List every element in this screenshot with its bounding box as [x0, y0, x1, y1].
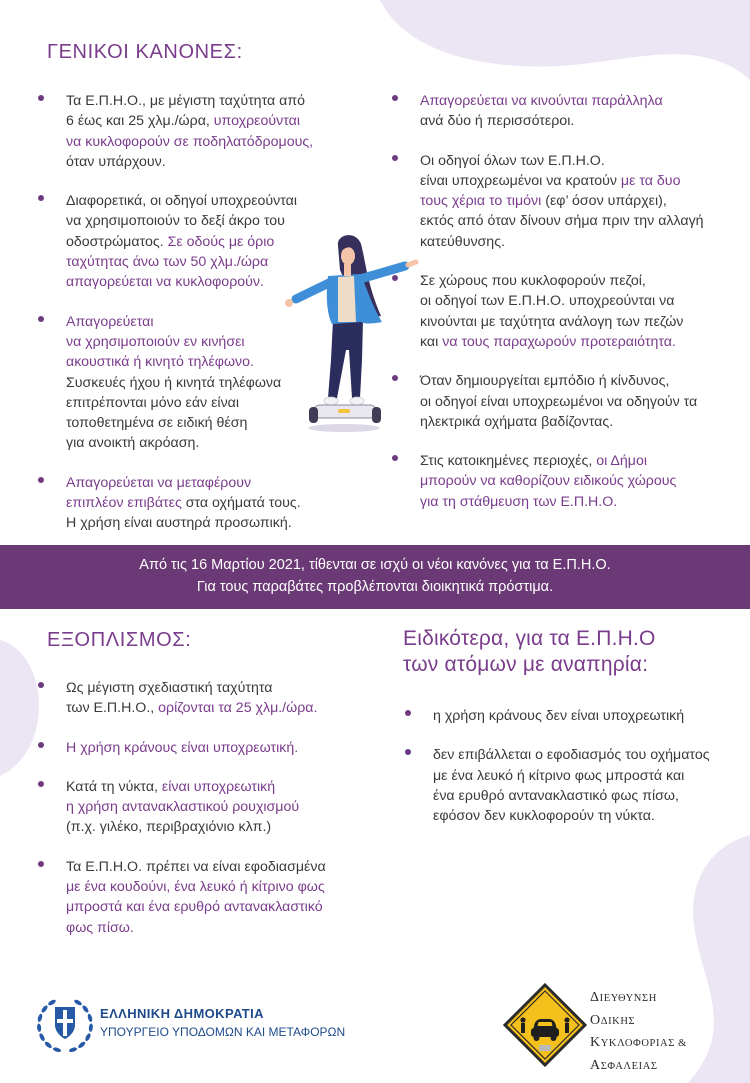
banner-line: Από τις 16 Μαρτίου 2021, τίθενται σε ισχύ οι νέοι κανόνες για τα Ε.Π.Η.Ο. [139, 557, 611, 573]
text-line [66, 918, 326, 938]
text-line [420, 91, 704, 111]
general-rules-title: ΓΕΝΙΚΟΙ ΚΑΝΟΝΕΣ: [47, 41, 243, 63]
highlighted-text: οι Δήμοι [596, 453, 648, 470]
disability-title-line: των ατόμων με αναπηρία: [403, 653, 649, 676]
text-line [420, 492, 704, 512]
department-line: ΑΣΦΑΛΕΙΑΣ [590, 1057, 658, 1073]
text-segment: ανά δύο ή περισσότεροι. [420, 113, 575, 130]
text-line [66, 111, 313, 131]
highlighted-text: να τους παραχωρούν προτεραιότητα. [442, 333, 676, 350]
text-segment: και [420, 333, 443, 350]
text-line [66, 698, 326, 718]
text-segment: για ανοικτή ακρόαση. [66, 435, 200, 452]
banner-line: Για τους παραβάτες προβλέπονται διοικητικά πρόστιμα. [196, 579, 554, 595]
highlighted-text: τους χέρια το τιμόνι [420, 193, 542, 210]
text-line [420, 111, 704, 131]
text-segment: Στις κατοικημένες περιοχές, [420, 453, 597, 470]
text-segment: με ένα λευκό ή κίτρινο φως μπροστά και [433, 767, 685, 784]
rule-item [66, 473, 313, 534]
text-segment: ένα ερυθρό αντανακλαστικό φως πίσω, [433, 787, 679, 804]
text-segment: οι οδηγοί είναι υποχρεωμένοι να οδηγούν τα [420, 393, 698, 410]
text-line [420, 232, 704, 252]
text-segment: είναι υποχρεωμένοι να κρατούν [420, 172, 621, 189]
bullet-dot-icon [405, 710, 411, 716]
rule-item [420, 371, 704, 432]
text-line [433, 766, 710, 786]
text-segment: Τα Ε.Π.Η.Ο., με μέγιστη ταχύτητα από [66, 93, 306, 109]
text-line [66, 493, 313, 513]
equipment-item [66, 738, 326, 758]
highlighted-text: απαγορεύεται να κυκλοφορούν. [66, 274, 264, 291]
scooter-rider-illustration [276, 232, 422, 437]
text-segment: Συσκευές ήχου ή κινητά τηλέφωνα [66, 374, 282, 391]
text-segment: κινούνται με ταχύτητα ανάλογη των πεζών [420, 313, 684, 330]
decorative-blob-top-right [380, 0, 750, 80]
highlighted-text: ταχύτητας άνω των 50 χλμ./ώρα [66, 254, 269, 271]
rule-item [420, 151, 704, 252]
rule-item [420, 91, 704, 132]
text-line [433, 806, 710, 826]
text-segment: ηλεκτρικά οχήματα βαδίζοντας. [420, 413, 614, 430]
bullet-dot-icon [38, 477, 44, 483]
highlighted-text: Σε οδούς με όριο [167, 233, 275, 250]
text-segment: Κατά τη νύκτα, [66, 778, 162, 795]
decorative-blob-left [0, 640, 39, 776]
text-segment: Σε χώρους που κυκλοφορούν πεζοί, [420, 273, 646, 290]
text-line [66, 211, 313, 231]
text-line [66, 132, 313, 152]
text-line [420, 291, 704, 311]
highlighted-text: Η χρήση κράνους είναι υποχρεωτική. [66, 739, 299, 756]
highlighted-text: μπροστά και ένα ερυθρό αντανακλαστικό [66, 899, 323, 916]
text-line [420, 191, 704, 211]
highlighted-text: Απαγορεύεται να κινούνται παράλληλα [420, 93, 663, 109]
text-line [66, 473, 313, 493]
bullet-dot-icon [38, 316, 44, 322]
text-line [420, 412, 704, 432]
disability-title-line: Ειδικότερα, για τα Ε.Π.Η.Ο [403, 627, 656, 650]
text-line [420, 271, 704, 291]
text-line [420, 392, 704, 412]
text-segment: οδοστρώματος. [66, 233, 168, 250]
disability-list [433, 706, 710, 845]
rule-item [420, 451, 704, 512]
decorative-blob-bottom-right [688, 835, 750, 1083]
highlighted-text: Απαγορεύεται να μεταφέρουν [66, 474, 252, 491]
text-line [66, 817, 326, 837]
highlighted-text: να κυκλοφορούν σε ποδηλατόδρομους, [66, 133, 314, 150]
text-line [420, 332, 704, 352]
highlighted-text: επιπλέον επιβάτες [66, 495, 182, 512]
effective-date-banner [0, 545, 750, 609]
text-segment: δεν επιβάλλεται ο εφοδιασμός του οχήματος [433, 747, 710, 764]
text-line [66, 897, 326, 917]
department-line: ΟΔΙΚΗΣ [590, 1012, 636, 1028]
rule-item [420, 271, 704, 352]
highlighted-text: ορίζονται τα 25 χλμ./ώρα. [158, 700, 318, 717]
bullet-dot-icon [38, 682, 44, 688]
rule-item [66, 91, 313, 172]
text-line [66, 191, 313, 211]
text-line [66, 678, 326, 698]
highlighted-text: να χρησιμοποιούν εν κινήσει [66, 333, 245, 350]
text-line [433, 745, 710, 765]
equipment-title: ΕΞΟΠΛΙΣΜΟΣ: [47, 629, 192, 651]
text-segment: Διαφορετικά, οι οδηγοί υποχρεούνται [66, 193, 298, 210]
text-segment: επιτρέπονται μόνο εάν είναι [66, 394, 240, 411]
highlighted-text: μπορούν να καθορίζουν ειδικούς χώρους [420, 473, 677, 490]
highlighted-text: φως πίσω. [66, 919, 134, 936]
bullet-dot-icon [392, 95, 398, 101]
text-line [66, 91, 313, 111]
text-segment: Όταν δημιουργείται εμπόδιο ή κίνδυνος, [420, 373, 670, 390]
text-line [66, 857, 326, 877]
text-segment: των Ε.Π.Η.Ο., [66, 700, 159, 717]
text-segment: Τα Ε.Π.Η.Ο. πρέπει να είναι εφοδιασμένα [66, 858, 326, 875]
text-line [66, 777, 326, 797]
general-rules-right-column [420, 91, 704, 531]
highlighted-text: ακουστικά ή κινητό τηλέφωνο. [66, 354, 254, 371]
text-segment: η χρήση κράνους δεν είναι υποχρεωτική [433, 708, 685, 724]
text-line [66, 797, 326, 817]
text-line [420, 151, 704, 171]
highlighted-text: για τη στάθμευση των Ε.Π.Η.Ο. [420, 493, 618, 510]
text-segment: (π.χ. γιλέκο, περιβραχιόνιο κλπ.) [66, 819, 272, 836]
text-segment: να χρησιμοποιούν το δεξί άκρο του [66, 213, 285, 230]
road-safety-department [590, 987, 687, 1077]
bullet-dot-icon [392, 155, 398, 161]
text-line [66, 738, 326, 758]
text-segment: (εφ’ όσον υπάρχει), [541, 193, 667, 210]
text-segment: 6 έως και 25 χλμ./ώρα, [66, 113, 214, 130]
bullet-dot-icon [38, 742, 44, 748]
text-line [66, 513, 313, 533]
text-segment: στα οχήματά τους. [181, 495, 301, 512]
text-segment: εφόσον δεν κυκλοφορούν τη νύκτα. [433, 808, 655, 825]
text-segment: τοποθετημένα σε ειδική θέση [66, 415, 248, 432]
text-line [420, 371, 704, 391]
text-line [433, 786, 710, 806]
text-segment: Η χρήση είναι αυστηρά προσωπική. [66, 515, 292, 532]
highlighted-text: υποχρεούνται [213, 113, 300, 130]
highlighted-text: με τα δυο [620, 172, 681, 189]
equipment-list [66, 678, 326, 957]
bullet-dot-icon [38, 861, 44, 867]
department-line: ΔΙΕΥΘΥΝΣΗ [590, 990, 657, 1005]
government-name: ΕΛΛΗΝΙΚΗ ΔΗΜΟΚΡΑΤΙΑ [100, 1006, 264, 1021]
text-line [66, 877, 326, 897]
equipment-item [66, 857, 326, 938]
text-segment: κατεύθυνσης. [420, 233, 505, 250]
text-line [420, 211, 704, 231]
road-sign-icon [503, 983, 587, 1067]
text-segment: εκτός από όταν δίνουν σήμα πριν την αλλαγή [420, 213, 704, 230]
highlighted-text: η χρήση αντανακλαστικού ρουχισμού [66, 799, 300, 816]
highlighted-text: είναι υποχρεωτική [161, 778, 276, 795]
disability-title [403, 626, 656, 678]
text-segment: Ως μέγιστη σχεδιαστική ταχύτητα [66, 680, 273, 696]
text-line [433, 706, 710, 726]
department-line: ΚΥΚΛΟΦΟΡΙΑΣ & [590, 1035, 687, 1050]
bullet-dot-icon [38, 781, 44, 787]
text-line [66, 152, 313, 172]
text-segment: οι οδηγοί των Ε.Π.Η.Ο. υποχρεούνται να [420, 293, 675, 310]
greek-coat-of-arms-icon [33, 989, 97, 1057]
bullet-dot-icon [38, 95, 44, 101]
text-segment: Οι οδηγοί όλων των Ε.Π.Η.Ο. [420, 152, 605, 169]
text-line [420, 312, 704, 332]
equipment-item [66, 678, 326, 719]
equipment-item [66, 777, 326, 838]
highlighted-text: με ένα κουδούνι, ένα λευκό ή κίτρινο φως [66, 879, 325, 896]
text-line [420, 171, 704, 191]
disability-item [433, 706, 710, 726]
text-segment: όταν υπάρχουν. [66, 153, 166, 170]
highlighted-text: Απαγορεύεται [66, 313, 154, 330]
text-line [420, 471, 704, 491]
text-line [420, 451, 704, 471]
ministry-name: ΥΠΟΥΡΓΕΙΟ ΥΠΟΔΟΜΩΝ ΚΑΙ ΜΕΤΑΦΟΡΩΝ [100, 1025, 346, 1039]
disability-item [433, 745, 710, 826]
